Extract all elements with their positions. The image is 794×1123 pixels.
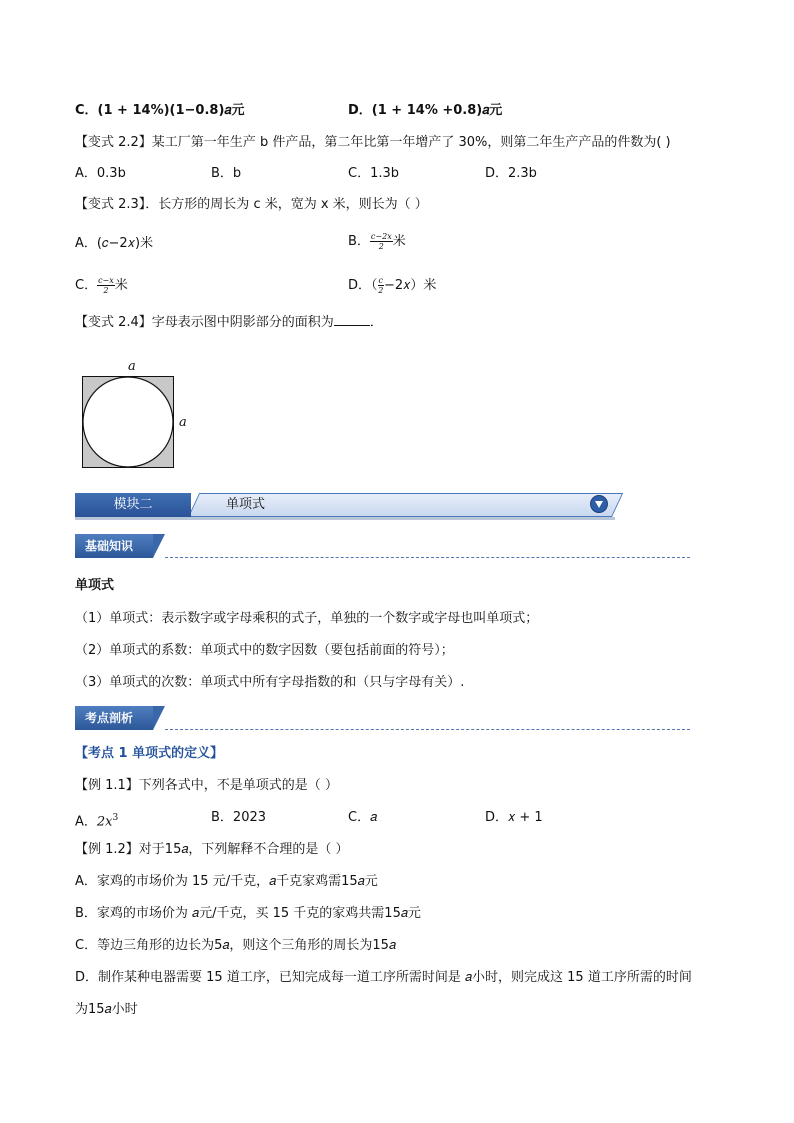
option-d-suffix: −2𝑥）米 xyxy=(384,278,437,293)
example-1-2-option-b: B．家鸡的市场价为 𝑎元/千克，买 15 千克的家鸡共需15𝑎元 xyxy=(75,906,421,921)
basics-item-1: （1）单项式：表示数字或字母乘积的式子，单独的一个数字或字母也叫单项式； xyxy=(75,611,539,626)
variant-2-3-option-b xyxy=(348,232,406,251)
fraction-d-numerator: c xyxy=(378,276,383,285)
ex-1-1-a-exponent: 3 xyxy=(112,813,119,823)
variant-2-3-question: 【变式 2.3】．长方形的周长为 c 米，宽为 x 米，则长为（ ） xyxy=(75,197,428,212)
fraction-c xyxy=(97,276,115,295)
option-b-suffix: 米 xyxy=(392,234,406,249)
variant-2-3-option-a: A．(𝑐−2𝑥)米 xyxy=(75,236,154,251)
chevron-down-icon xyxy=(590,495,608,513)
example-1-1-option-d: D．𝑥 + 1 xyxy=(485,810,543,825)
variant-2-4-text: 【变式 2.4】字母表示图中阴影部分的面积为 xyxy=(75,315,334,330)
analysis-divider xyxy=(165,729,690,730)
fraction-b xyxy=(370,232,393,251)
fraction-b-denominator: 2 xyxy=(378,242,384,251)
fraction-d-denominator: 2 xyxy=(378,286,384,295)
variant-2-2-option-a: A．0.3b xyxy=(75,166,126,181)
variant-2-3-option-c xyxy=(75,276,128,295)
figure-side-label: a xyxy=(179,415,187,430)
option-d-prev: D．(1 + 14% +0.8)𝑎元 xyxy=(348,103,503,118)
example-1-2-question: 【例 1.2】对于15𝑎，下列解释不合理的是（ ） xyxy=(75,842,349,857)
option-d-prefix: D．（ xyxy=(348,278,378,293)
example-1-2-option-c: C．等边三角形的边长为5𝑎，则这个三角形的周长为15𝑎 xyxy=(75,938,397,953)
example-1-1-question: 【例 1.1】下列各式中，不是单项式的是（ ） xyxy=(75,778,338,793)
fraction-b-numerator: c−2x xyxy=(370,232,392,241)
fraction-c-numerator: c−x xyxy=(98,276,114,285)
example-1-1-option-b: B．2023 xyxy=(211,810,267,825)
option-c-prev: C．(1 + 14%)(1−0.8)𝑎元 xyxy=(75,103,245,118)
example-1-2-option-d-line2: 为15𝑎小时 xyxy=(75,1002,138,1017)
example-1-2-option-d-line1: D．制作某种电器需要 15 道工序，已知完成每一道工序所需时间是 𝑎小时，则完成这 15 道工序所需的时间 xyxy=(75,970,692,985)
example-1-2-option-a: A．家鸡的市场价为 15 元/千克，𝑎千克家鸡需15𝑎元 xyxy=(75,874,378,889)
variant-2-2-option-b: B．b xyxy=(211,166,242,181)
basics-tag: 基础知识 xyxy=(75,534,153,558)
variant-2-4-question xyxy=(75,313,383,332)
figure-top-label: a xyxy=(128,359,136,374)
module-label: 模块二 xyxy=(75,493,191,517)
option-c-suffix: 米 xyxy=(114,278,128,293)
variant-2-4-end: ． xyxy=(369,315,383,330)
shaded-square-figure xyxy=(82,376,175,469)
example-1-1-option-a xyxy=(75,809,118,831)
option-c-prefix: C． xyxy=(75,278,98,293)
circle-shape xyxy=(83,377,173,467)
answer-blank xyxy=(334,313,370,326)
variant-2-2-option-c: C．1.3b xyxy=(348,166,400,181)
basics-item-2: （2）单项式的系数：单项式中的数字因数（要包括前面的符号）； xyxy=(75,643,454,658)
point-title: 【考点 1 单项式的定义】 xyxy=(75,746,224,761)
module-title: 单项式 xyxy=(226,497,266,512)
analysis-tag: 考点剖析 xyxy=(75,706,153,730)
fraction-c-denominator: 2 xyxy=(103,286,109,295)
basics-divider xyxy=(165,557,690,558)
ex-1-1-a-base: 2𝑥 xyxy=(96,814,113,830)
variant-2-2-option-d: D．2.3b xyxy=(485,166,537,181)
option-b-prefix: B． xyxy=(348,234,370,249)
variant-2-3-option-d xyxy=(348,276,436,295)
module-banner-shadow xyxy=(75,517,615,520)
example-1-1-option-c: C．𝑎 xyxy=(348,810,378,825)
basics-heading: 单项式 xyxy=(75,578,115,593)
variant-2-2-question: 【变式 2.2】某工厂第一年生产 b 件产品，第二年比第一年增产了 30%，则第二年生产产品的件数为( ) xyxy=(75,135,671,150)
ex-1-1-a-prefix: A． xyxy=(75,814,97,830)
basics-item-3: （3）单项式的次数：单项式中所有字母指数的和（只与字母有关）. xyxy=(75,675,465,690)
